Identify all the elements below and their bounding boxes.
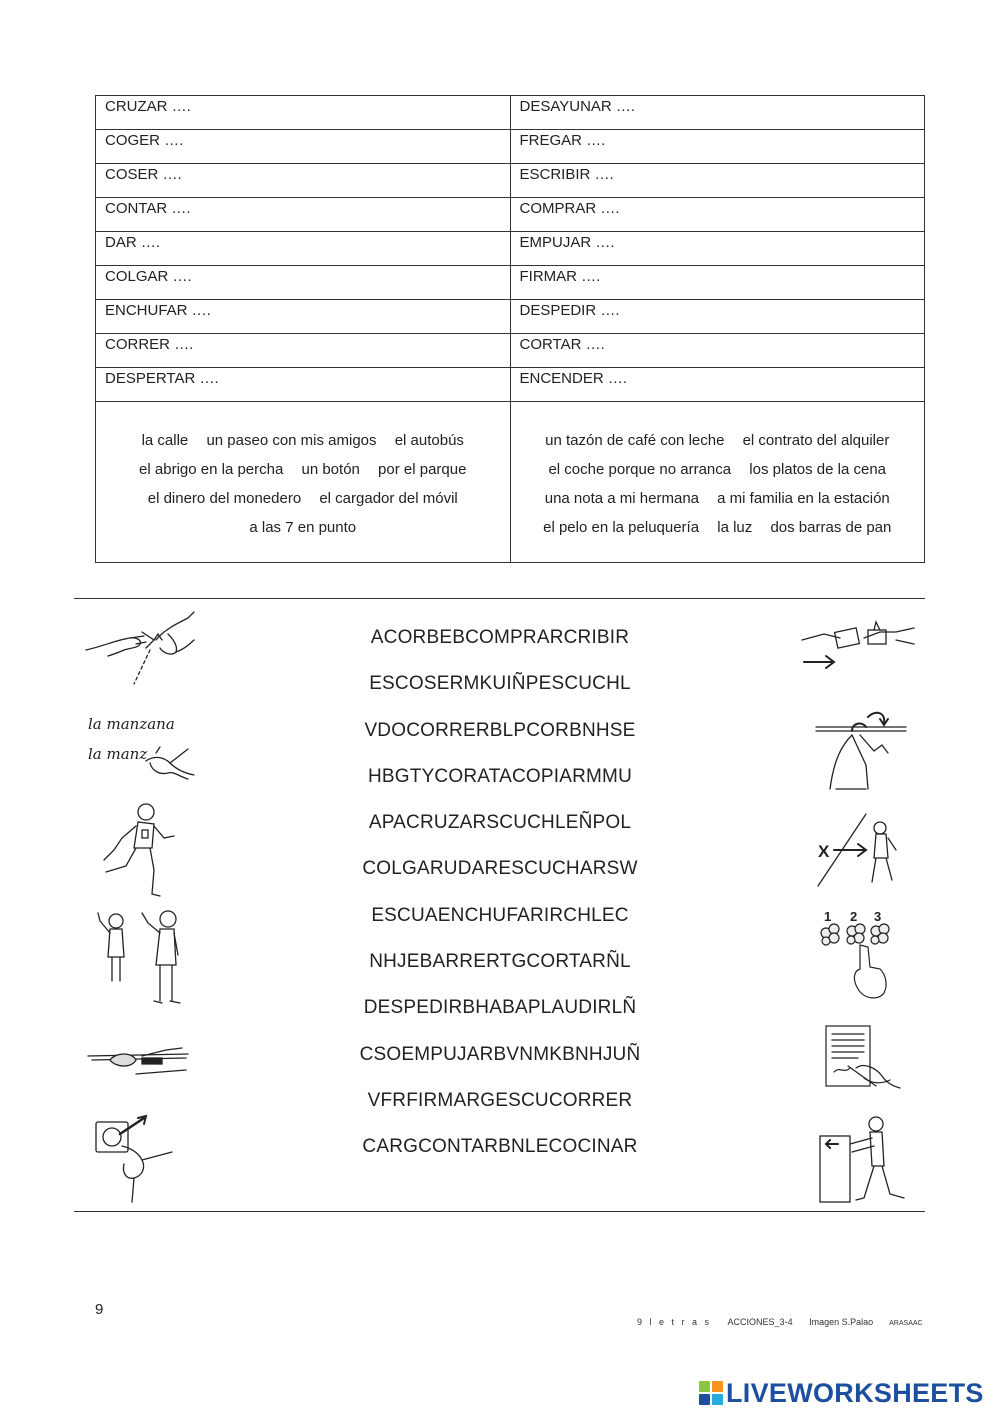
verb-cell-left: CRUZAR …. — [96, 96, 511, 130]
verb-cell-right: CORTAR …. — [510, 334, 925, 368]
footer-image-credit — [809, 1317, 937, 1327]
running-boy-icon — [100, 800, 180, 900]
phrase-option: el cargador del móvil — [319, 490, 458, 507]
word-search-row: VDOCORRERBLPCORBNHSE — [364, 719, 636, 741]
phrase-bank-left — [96, 402, 511, 563]
word-search-row: ESCOSERMKUIÑPESCUCHL — [369, 673, 631, 695]
word-search-row: ESCUAENCHUFARIRCHLEC — [371, 904, 629, 926]
word-search-row: ACORBEBCOMPRARCRIBIR — [370, 627, 630, 648]
footer-letras: 9 l e t r a s — [637, 1317, 712, 1327]
count-number-1: 1 — [824, 909, 832, 924]
verb-row — [96, 266, 925, 300]
verb-cell-left: ENCHUFAR …. — [96, 300, 511, 334]
phrase-option: un paseo con mis amigos — [206, 432, 377, 449]
phrase-option: por el parque — [378, 461, 467, 478]
phrase-option: el dinero del monedero — [147, 490, 302, 507]
word-search-row: DESPEDIRBHABAPLAUDIRLÑ — [363, 997, 637, 1019]
cross-marker: X — [818, 842, 830, 861]
verb-table-body — [96, 96, 925, 563]
word-search-row: NHJEBARRERTGCORTARÑL — [369, 951, 631, 973]
verb-row — [96, 164, 925, 198]
verb-cell-left: COLGAR …. — [96, 266, 511, 300]
saying-goodbye-icon — [94, 905, 189, 1010]
verb-cell-right: ESCRIBIR …. — [510, 164, 925, 198]
writing-hand-icon — [84, 705, 204, 795]
verb-row — [96, 334, 925, 368]
verb-cell-right: DESAYUNAR …. — [510, 96, 925, 130]
verb-row — [96, 198, 925, 232]
liveworksheets-wordmark: LIVEWORKSHEETS — [726, 1377, 984, 1408]
verb-cell-left: CORRER …. — [96, 334, 511, 368]
word-search-row: COLGARUDARESCUCHARSW — [362, 858, 638, 880]
count-number-3: 3 — [874, 909, 882, 924]
verb-cell-right: FREGAR …. — [510, 130, 925, 164]
phrases-row — [96, 402, 925, 563]
phrase-option: el coche porque no arranca — [548, 461, 732, 478]
phrase-option: un tazón de café con leche — [545, 432, 725, 449]
footer-credit-source: ARASAAC — [889, 1320, 923, 1327]
word-search-row: CARGCONTARBNLECOCINAR — [362, 1136, 638, 1158]
verb-cell-right: DESPEDIR …. — [510, 300, 925, 334]
phrase-option: el pelo en la peluquería — [543, 519, 700, 536]
liveworksheets-logo-icon — [698, 1380, 724, 1406]
crossing-street-icon — [812, 810, 912, 890]
verb-row — [96, 130, 925, 164]
bread-cutting-icon — [86, 1030, 191, 1090]
verb-row — [96, 96, 925, 130]
word-search-row: APACRUZARSCUCHLEÑPOL — [368, 812, 632, 834]
handwriting-line-2: la manz — [88, 745, 148, 763]
section-top-divider — [74, 598, 925, 599]
count-number-2: 2 — [850, 909, 858, 924]
verb-table — [95, 95, 925, 563]
plug-in-charger-icon — [92, 1110, 182, 1205]
word-search-row: CSOEMPUJARBVNMKBNHJUÑ — [359, 1043, 641, 1065]
phrase-option: el autobús — [394, 432, 464, 449]
page-number: 9 — [95, 1301, 104, 1318]
handwriting-line-1: la manzana — [88, 715, 175, 733]
verb-row — [96, 232, 925, 266]
verb-cell-right: FIRMAR …. — [510, 266, 925, 300]
phrase-option: a las 7 en punto — [249, 519, 357, 536]
phrase-option: dos barras de pan — [770, 519, 892, 536]
verb-cell-left: DESPERTAR …. — [96, 368, 511, 402]
verb-cell-right: ENCENDER …. — [510, 368, 925, 402]
phrase-option: los platos de la cena — [749, 461, 887, 478]
phrase-option: el abrigo en la percha — [139, 461, 284, 478]
phrase-option: un botón — [301, 461, 360, 478]
word-search-row: VFRFIRMARGESCUCORRER — [367, 1089, 633, 1111]
liveworksheets-brand[interactable] — [698, 1378, 984, 1408]
verb-row — [96, 300, 925, 334]
phrase-option: a mi familia en la estación — [717, 490, 890, 507]
footer-section: ACCIONES_3-4 — [727, 1317, 793, 1327]
pushing-door-icon — [812, 1110, 912, 1205]
verb-cell-right: COMPRAR …. — [510, 198, 925, 232]
phrase-bank-right — [510, 402, 925, 563]
signing-document-icon — [820, 1022, 905, 1092]
phrase-option: la luz — [717, 519, 753, 536]
verb-cell-left: DAR …. — [96, 232, 511, 266]
footer-credit-author: Imagen S.Palao — [809, 1317, 874, 1327]
section-bottom-divider — [74, 1211, 925, 1212]
verb-cell-left: COSER …. — [96, 164, 511, 198]
verb-cell-left: COGER …. — [96, 130, 511, 164]
verb-cell-left: CONTAR …. — [96, 198, 511, 232]
verb-row — [96, 368, 925, 402]
phrase-option: el contrato del alquiler — [742, 432, 890, 449]
counting-flowers-icon — [812, 905, 912, 1005]
buying-paying-icon — [800, 610, 918, 690]
hanging-coat-icon — [812, 705, 908, 795]
phrase-option: la calle — [141, 432, 189, 449]
word-search-grid — [300, 622, 700, 1178]
phrase-option: una nota a mi hermana — [544, 490, 699, 507]
sewing-button-icon — [84, 610, 199, 690]
footer-credit — [637, 1317, 951, 1327]
word-search-row: HBGTYCORATACOPIARMMU — [367, 765, 633, 787]
verb-cell-right: EMPUJAR …. — [510, 232, 925, 266]
